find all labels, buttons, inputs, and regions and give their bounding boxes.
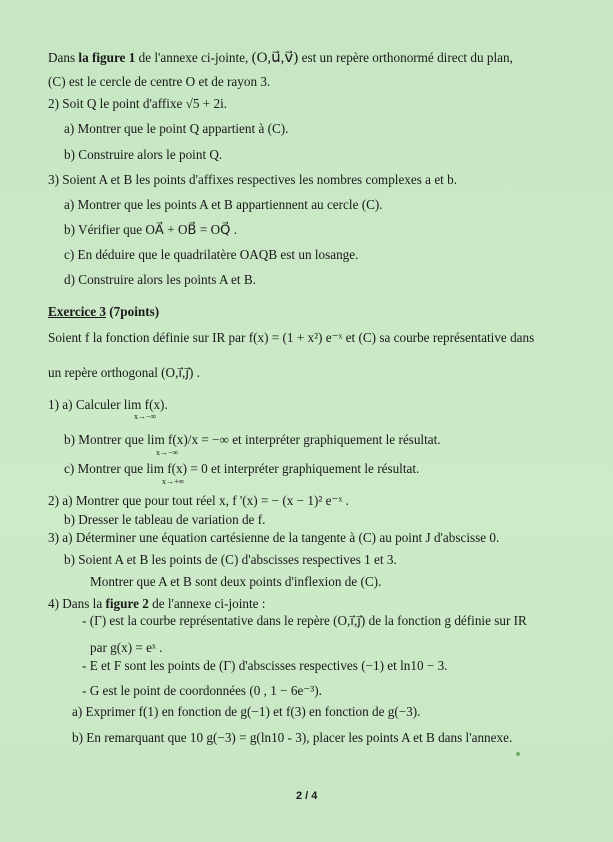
text: de l'annexe ci-jointe, [135, 50, 252, 65]
question-3a-ex3: 3) a) Déterminer une équation cartésienne de la tangente à (C) au point J d'abscisse 0. [48, 530, 500, 545]
question-2a: a) Montrer que le point Q appartient à (C). [64, 121, 289, 136]
question-4 [48, 596, 265, 612]
frame-notation: (O,u⃗,v⃗) [251, 50, 299, 66]
text: Dans [48, 50, 79, 65]
limit-subscript: x→−∞ [156, 448, 179, 457]
text: est un repère orthonormé direct du plan, [298, 50, 513, 65]
question-3a: a) Montrer que les points A et B appartiennent au cercle (C). [64, 197, 383, 212]
intro-line [48, 50, 513, 66]
question-3c: c) En déduire que le quadrilatère OAQB est un losange. [64, 247, 359, 262]
circle-definition: (C) est le cercle de centre O et de rayon 3. [48, 74, 271, 89]
question-4b: b) En remarquant que 10 g(−3) = g(ln10 - 3), placer les points A et B dans l'annexe. [72, 730, 513, 745]
text: 4) Dans la [48, 596, 106, 611]
limit-subscript: x→−∞ [134, 412, 157, 421]
figure-ref: figure 2 [105, 596, 149, 611]
function-definition: Soient f la fonction définie sur IR par f(x) = (1 + x²) e⁻ˣ et (C) sa courbe représentative dans [48, 330, 535, 345]
g-definition: par g(x) = eˣ . [90, 640, 163, 655]
exercise-points: (7points) [105, 304, 160, 319]
gamma-definition: - (Γ) est la courbe représentative dans le repère (O,i⃗,j⃗) de la fonction g définie sur IR [82, 613, 527, 628]
question-2b-ex3: b) Dresser le tableau de variation de f. [64, 512, 266, 527]
question-2: 2) Soit Q le point d'affixe √5 + 2i. [48, 96, 228, 111]
question-1c: c) Montrer que lim f(x) = 0 et interpréter graphiquement le résultat. [64, 461, 420, 476]
page-number: 2 / 4 [296, 790, 318, 802]
speck [516, 752, 520, 756]
question-3: 3) Soient A et B les points d'affixes respectives les nombres complexes a et b. [48, 172, 458, 187]
exercise-title [48, 304, 159, 320]
question-4a: a) Exprimer f(1) en fonction de g(−1) et f(3) en fonction de g(−3). [72, 704, 421, 719]
question-3b-ex3: b) Soient A et B les points de (C) d'abscisses respectives 1 et 3. [64, 552, 397, 567]
text: de l'annexe ci-jointe : [148, 596, 266, 611]
question-1a: 1) a) Calculer lim f(x). [48, 397, 168, 412]
question-2b: b) Construire alors le point Q. [64, 147, 223, 162]
points-ef: - E et F sont les points de (Γ) d'abscisses respectives (−1) et ln10 − 3. [82, 658, 448, 673]
question-1b: b) Montrer que lim f(x)/x = −∞ et interpréter graphiquement le résultat. [64, 432, 441, 447]
exercise-label: Exercice 3 [48, 304, 106, 319]
point-g: - G est le point de coordonnées (0 , 1 − 6e⁻³). [82, 683, 322, 698]
question-3d: d) Construire alors les points A et B. [64, 272, 256, 287]
question-3b-cont: Montrer que A et B sont deux points d'inflexion de (C). [90, 574, 382, 589]
question-2a-ex3: 2) a) Montrer que pour tout réel x, f '(x) = − (x − 1)² e⁻ˣ . [48, 493, 349, 508]
figure-ref: la figure 1 [78, 50, 136, 65]
frame-definition: un repère orthogonal (O,i⃗,j⃗) . [48, 365, 200, 380]
question-3b: b) Vérifier que OA⃗ + OB⃗ = OQ⃗ . [64, 222, 238, 237]
limit-subscript: x→+∞ [162, 477, 185, 486]
